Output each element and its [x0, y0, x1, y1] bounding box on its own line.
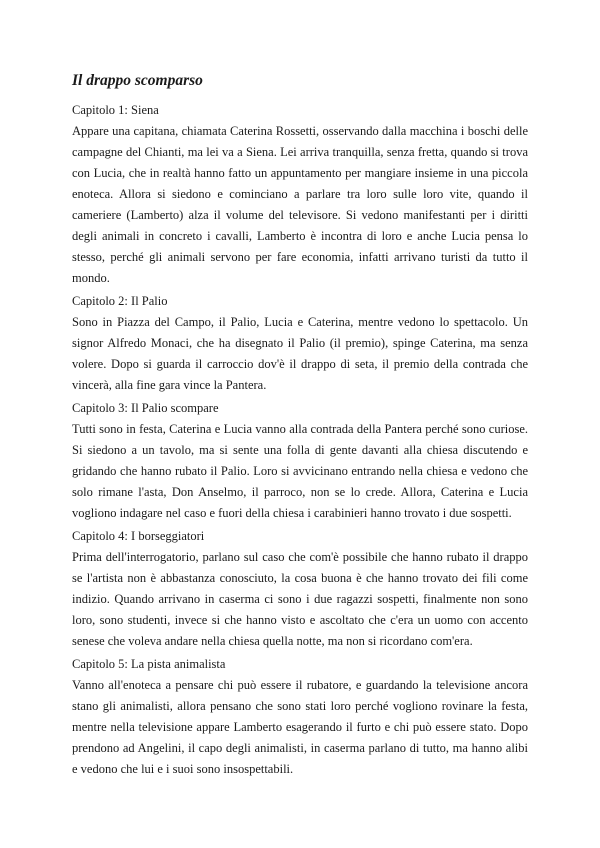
chapter-body: Prima dell'interrogatorio, parlano sul caso che com'è possibile che hanno rubato il drappo se l'artista non è abbastanza conosciuto, la cosa buona è che hanno trovato dei fili come indizio. Quando arrivano in caserma ci sono i due ragazzi sospetti, finalmente non sono loro, sono studenti, invece si che hanno visto e ascoltato che c'era un uomo con accento senese che voleva andare nella chiesa quella notte, ma non si ricordano com'era. [72, 550, 528, 648]
document-title: Il drappo scomparso [72, 72, 203, 89]
document-page [72, 70, 528, 782]
chapter-4 [72, 526, 528, 652]
chapter-1 [72, 100, 528, 289]
chapter-heading: Capitolo 2: Il Palio [72, 294, 168, 308]
chapter-heading: Capitolo 4: I borseggiatori [72, 529, 205, 543]
chapter-3 [72, 398, 528, 524]
chapter-body: Appare una capitana, chiamata Caterina Rossetti, osservando dalla macchina i boschi delle campagne del Chianti, ma lei va a Siena. Lei arriva tranquilla, senza fretta, quando si trova con Lucia, che in realtà hanno fatto un appuntamento per mangiare insieme in una piccola enoteca. Allora si siedono e cominciano a parlare tra loro sulle loro vite, quando il cameriere (Lamberto) alza il volume del televisore. Si vedono manifestanti per i diritti degli animali in concreto i cavalli, Lamberto è incontra di loro e anche Lucia pensa lo stesso, perché gli animali servono per fare economia, infatti arrivano turisti da tutto il mondo. [72, 124, 528, 285]
chapter-body: Sono in Piazza del Campo, il Palio, Lucia e Caterina, mentre vedono lo spettacolo. Un signor Alfredo Monaci, che ha disegnato il Palio (il premio), spinge Caterina, ma senza volere. Dopo si guarda il carroccio dov'è il drappo di seta, il premio della contrada che vincerà, alla fine gara vince la Pantera. [72, 315, 528, 392]
chapter-2 [72, 291, 528, 396]
chapter-heading: Capitolo 3: Il Palio scompare [72, 401, 219, 415]
chapter-body: Vanno all'enoteca a pensare chi può essere il rubatore, e guardando la televisione ancora stano gli animalisti, allora pensano che sono stati loro perché vogliono rovinare la festa, mentre nella televisione appare Lamberto esagerando il furto e chi può essere stato. Dopo prendono ad Angelini, il capo degli animalisti, in caserma parlano di tutto, ma hanno alibi e vedono che lui e i suoi sono insospettabili. [72, 678, 528, 776]
chapter-5 [72, 654, 528, 780]
chapter-heading: Capitolo 1: Siena [72, 103, 159, 117]
chapter-heading: Capitolo 5: La pista animalista [72, 657, 226, 671]
chapter-body: Tutti sono in festa, Caterina e Lucia vanno alla contrada della Pantera perché sono curiose. Si siedono a un tavolo, ma si sente una folla di gente davanti alla chiesa discutendo e gridando che hanno rubato il Palio. Loro si avvicinano entrando nella chiesa e vedono che solo rimane l'asta, Don Anselmo, il parroco, non se lo crede. Allora, Caterina e Lucia vogliono indagare nel caso e fuori della chiesa i carabinieri hanno trovato i due sospetti. [72, 422, 528, 520]
